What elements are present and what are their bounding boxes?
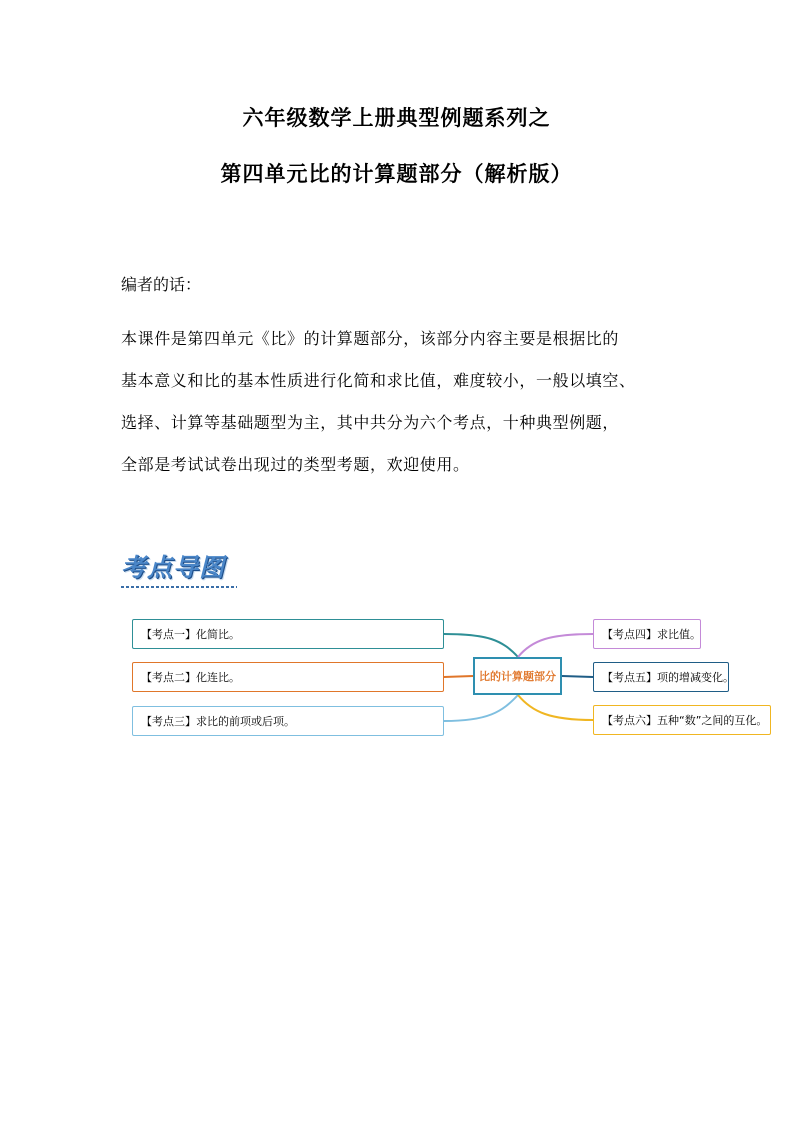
intro-paragraph-line: 选择、计算等基础题型为主，其中共分为六个考点，十种典型例题， <box>121 413 620 432</box>
connector-node-4 <box>518 634 593 657</box>
document-title-line-2: 第四单元比的计算题部分（解析版） <box>220 162 573 186</box>
connector-node-1 <box>444 634 518 657</box>
connector-node-5 <box>562 676 593 677</box>
mind-map <box>120 610 780 745</box>
mind-map-node-topic-4: 【考点四】求比值。 <box>593 619 701 649</box>
connector-node-6 <box>518 695 593 720</box>
intro-paragraph-line: 全部是考试试卷出现过的类型考题，欢迎使用。 <box>121 455 470 474</box>
mind-map-node-topic-2: 【考点二】化连比。 <box>132 662 444 692</box>
section-badge <box>121 548 241 590</box>
mind-map-node-topic-3: 【考点三】求比的前项或后项。 <box>132 706 444 736</box>
intro-paragraph-line: 基本意义和比的基本性质进行化简和求比值，难度较小，一般以填空、 <box>121 371 636 390</box>
document-title-line-1: 六年级数学上册典型例题系列之 <box>242 106 551 130</box>
mind-map-node-topic-5: 【考点五】项的增减变化。 <box>593 662 729 692</box>
editor-note-label: 编者的话： <box>121 275 202 294</box>
mind-map-node-topic-6: 【考点六】五种“数”之间的互化。 <box>593 705 771 735</box>
section-badge-text: 考点导图 <box>121 553 226 582</box>
mind-map-node-topic-1: 【考点一】化简比。 <box>132 619 444 649</box>
mind-map-center-node: 比的计算题部分 <box>473 657 562 695</box>
section-badge-underline <box>121 586 237 588</box>
connector-node-2 <box>444 676 473 677</box>
intro-paragraph-line: 本课件是第四单元《比》的计算题部分，该部分内容主要是根据比的 <box>121 329 620 348</box>
connector-node-3 <box>444 695 518 721</box>
